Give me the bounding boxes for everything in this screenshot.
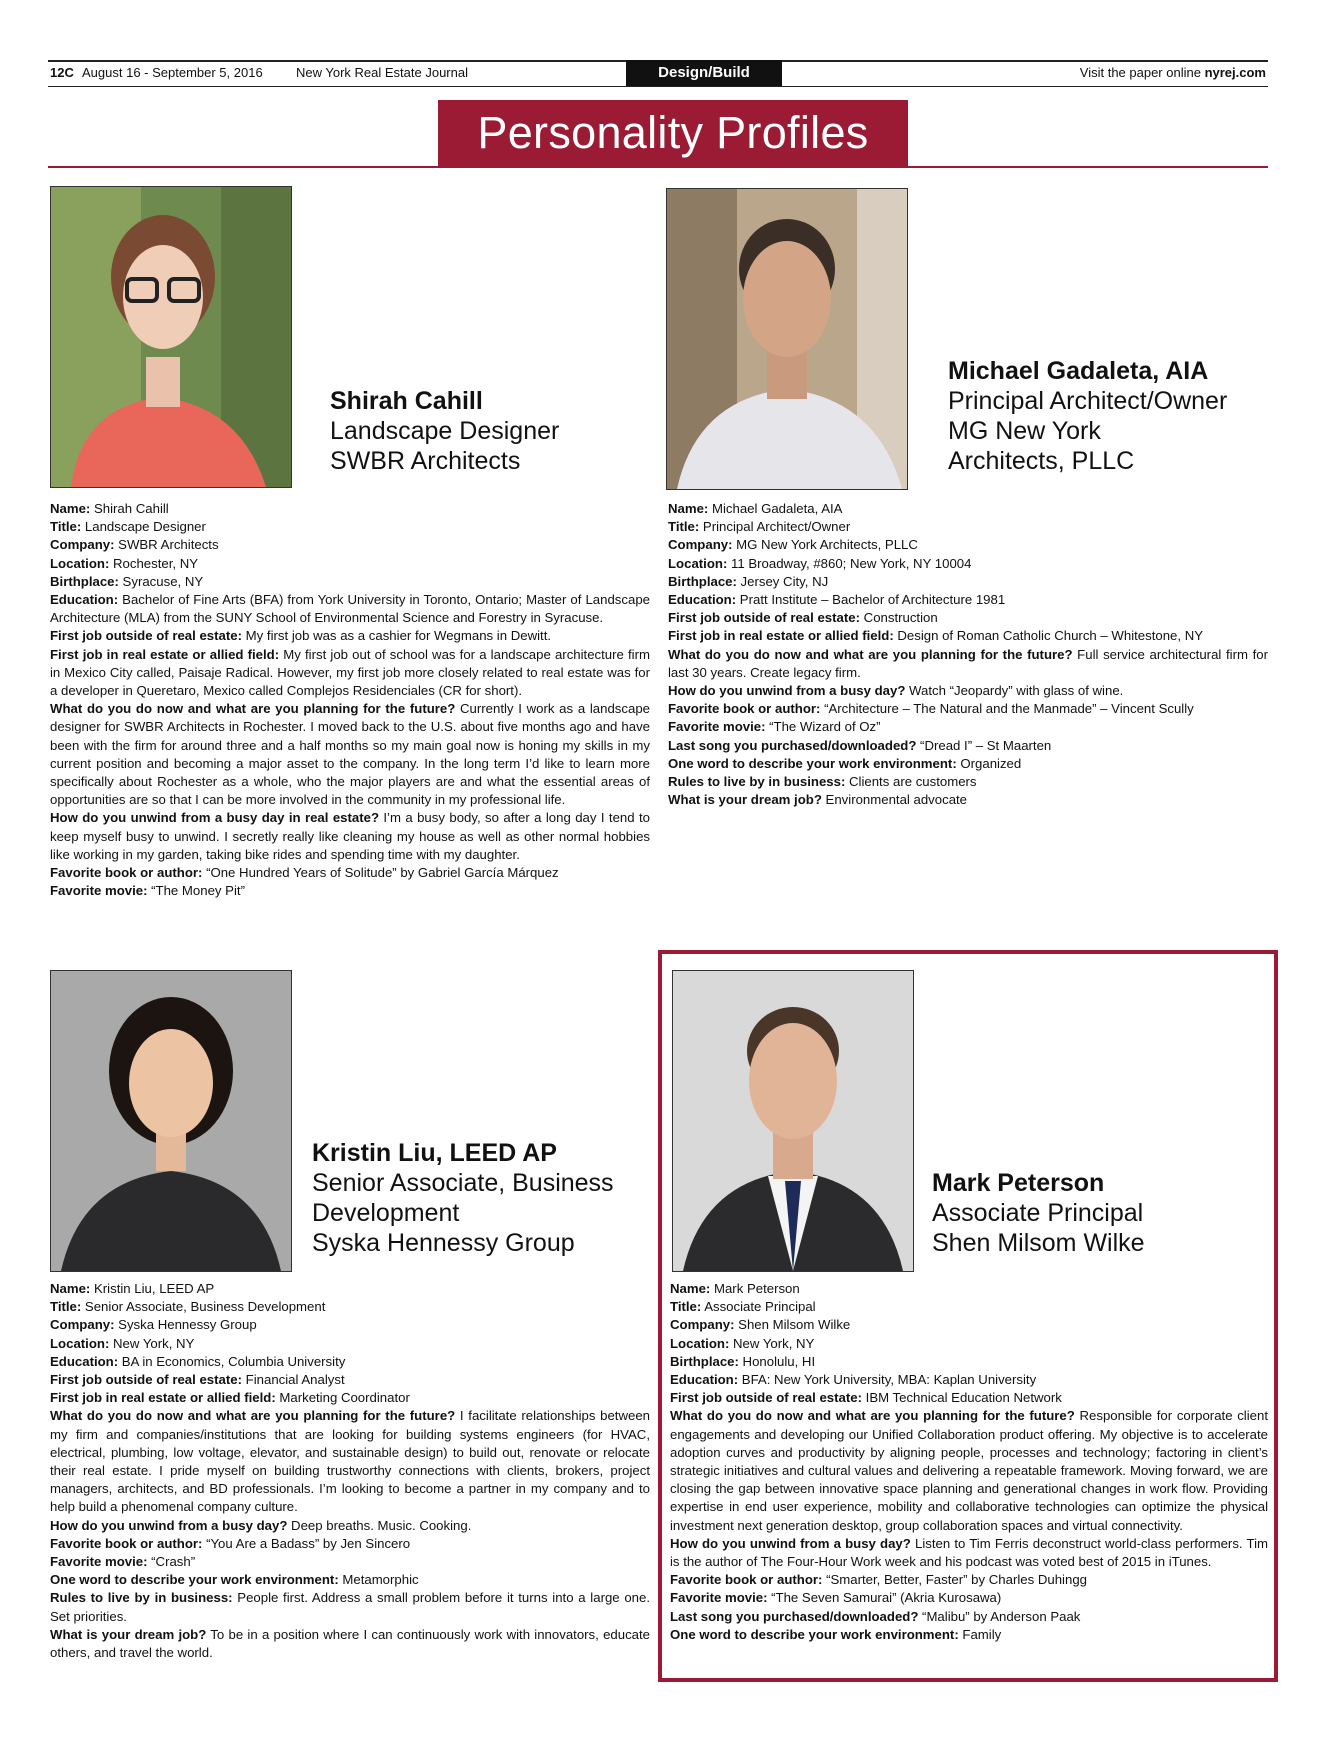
field-value: Listen to Tim Ferris deconstruct world-class performers. Tim is the author of The Four-Hour Work week and his podcast was voted best of 2015 in iTunes.	[670, 1535, 1268, 1570]
visit-online[interactable]	[1080, 65, 1266, 81]
field-value: Associate Principal	[701, 1299, 816, 1315]
bio-field	[668, 573, 1268, 591]
field-label: First job outside of real estate:	[668, 610, 860, 626]
field-label: Birthplace:	[668, 573, 737, 589]
field-value: Construction	[860, 610, 938, 626]
field-label: Company:	[50, 537, 115, 553]
profile-title: Associate Principal	[932, 1199, 1144, 1227]
bio-field	[670, 1535, 1268, 1571]
field-value: Shirah Cahill	[90, 501, 169, 516]
field-value: Organized	[956, 755, 1022, 771]
field-value: Landscape Designer	[81, 519, 206, 535]
field-value: 11 Broadway, #860; New York, NY 10004	[727, 555, 972, 571]
field-value: BFA: New York University, MBA: Kaplan University	[738, 1372, 1037, 1388]
field-label: Title:	[670, 1299, 702, 1315]
field-value: New York, NY	[729, 1335, 815, 1351]
bio-field	[670, 1298, 1268, 1316]
bio-shirah-cahill	[50, 500, 650, 900]
field-label: How do you unwind from a busy day?	[668, 683, 906, 699]
field-label: One word to describe your work environment:	[50, 1572, 339, 1588]
bio-field	[50, 1407, 650, 1516]
field-label: What do you do now and what are you planning for the future?	[50, 1408, 456, 1424]
field-value: “The Wizard of Oz”	[765, 719, 881, 735]
field-value: BA in Economics, Columbia University	[118, 1353, 346, 1369]
bio-kristin-liu	[50, 1280, 650, 1662]
field-value: “Malibu” by Anderson Paak	[918, 1608, 1081, 1624]
field-label: Company:	[670, 1317, 735, 1333]
field-label: Name:	[50, 501, 91, 516]
bio-field	[50, 809, 650, 864]
site-link[interactable]: nyrej.com	[1204, 65, 1266, 80]
bio-field	[50, 1335, 650, 1353]
field-label: Favorite book or author:	[50, 1535, 203, 1551]
profile-company: MG New York	[948, 417, 1101, 445]
field-value: Kristin Liu, LEED AP	[90, 1281, 215, 1296]
field-value: “The Seven Samurai” (Akria Kurosawa)	[767, 1590, 1002, 1606]
publication-name: New York Real Estate Journal	[296, 65, 468, 80]
field-value: I facilitate relationships between my firm and companies/institutions that are looking for building systems engineers (for HVAC, electrical, plumbing, low voltage, elevator, and sustainable design) to build out, renovate or relocate their real estate. I pride myself on building trustworthy connections with clients, brokers, project managers, architects, and BD professionals. I’m looking to become a partner in my company and to help build a phenomenal company culture.	[50, 1408, 650, 1515]
field-value: Clients are customers	[845, 774, 977, 790]
photo-mark-peterson	[672, 970, 914, 1272]
profile-name: Michael Gadaleta, AIA	[948, 357, 1209, 385]
bio-field	[670, 1353, 1268, 1371]
field-value: Honolulu, HI	[738, 1353, 816, 1369]
page-header	[48, 60, 1268, 87]
headline-shirah-cahill	[330, 386, 559, 476]
field-value: “The Money Pit”	[147, 883, 245, 899]
photo-michael-gadaleta	[666, 188, 908, 490]
field-label: How do you unwind from a busy day in real estate?	[50, 810, 379, 826]
field-label: Last song you purchased/downloaded?	[670, 1608, 919, 1624]
profile-name: Shirah Cahill	[330, 387, 483, 415]
field-value: Mark Peterson	[710, 1281, 800, 1296]
bio-field	[668, 755, 1268, 773]
bio-field	[668, 682, 1268, 700]
field-label: How do you unwind from a busy day?	[670, 1535, 911, 1551]
bio-field	[670, 1335, 1268, 1353]
section-tab: Design/Build	[626, 60, 782, 86]
bio-field	[668, 500, 1268, 518]
bio-field	[50, 591, 650, 627]
field-value: Shen Milsom Wilke	[734, 1317, 851, 1333]
profile-company: Syska Hennessy Group	[312, 1229, 575, 1257]
bio-field	[50, 1280, 650, 1298]
bio-field	[50, 1517, 650, 1535]
field-label: Name:	[670, 1281, 711, 1296]
field-value: Watch “Jeopardy” with glass of wine.	[905, 683, 1124, 699]
bio-field	[668, 718, 1268, 736]
field-value: IBM Technical Education Network	[862, 1390, 1062, 1406]
bio-field	[668, 609, 1268, 627]
field-label: First job outside of real estate:	[50, 628, 242, 644]
field-value: Responsible for corporate client engagements and developing our Unified Collaboration product offering. My objective is to accelerate adoption curves and productivity by aligning people, processes and technology; factoring in client’s strategic initiatives and cultural values and delivering a repeatable framework. Moving forward, we are closing the gap between innovative space planning and generational changes in work flow. Providing expertise in end user experience, mobility and collaborative technologies can optimize the physical investment next generation desktop, group collaboration spaces and virtual connectivity.	[670, 1408, 1268, 1533]
bio-field	[50, 646, 650, 701]
headline-kristin-liu	[312, 1138, 614, 1258]
bio-field	[50, 1553, 650, 1571]
field-value: Metamorphic	[338, 1572, 419, 1588]
field-value: MG New York Architects, PLLC	[732, 537, 918, 553]
field-label: Location:	[50, 1335, 110, 1351]
field-value: “You Are a Badass” by Jen Sincero	[202, 1535, 411, 1551]
field-label: Education:	[670, 1372, 739, 1388]
field-label: Location:	[668, 555, 728, 571]
bio-field	[50, 882, 650, 900]
profile-title: Landscape Designer	[330, 417, 560, 445]
profile-company-line2: Architects, PLLC	[948, 447, 1135, 475]
bio-field	[670, 1608, 1268, 1626]
field-value: Pratt Institute – Bachelor of Architecture 1981	[736, 592, 1006, 608]
field-label: Favorite movie:	[670, 1590, 768, 1606]
bio-field	[670, 1371, 1268, 1389]
profile-company: SWBR Architects	[330, 447, 521, 475]
bio-field	[668, 791, 1268, 809]
profile-company: Shen Milsom Wilke	[932, 1229, 1145, 1257]
bio-field	[670, 1589, 1268, 1607]
field-label: First job in real estate or allied field:	[50, 646, 280, 662]
bio-field	[670, 1626, 1268, 1644]
page-number: 12C	[50, 65, 74, 80]
photo-kristin-liu	[50, 970, 292, 1272]
field-label: Location:	[670, 1335, 730, 1351]
headline-michael-gadaleta	[948, 356, 1227, 476]
field-label: How do you unwind from a busy day?	[50, 1517, 288, 1533]
field-label: Company:	[50, 1317, 115, 1333]
field-label: Birthplace:	[670, 1353, 739, 1369]
bio-field	[670, 1316, 1268, 1334]
field-label: Title:	[50, 519, 82, 535]
field-label: Favorite movie:	[668, 719, 766, 735]
bio-field	[50, 1571, 650, 1589]
field-value: Syracuse, NY	[118, 573, 204, 589]
bio-field	[50, 1316, 650, 1334]
bio-field	[668, 737, 1268, 755]
photo-shirah-cahill	[50, 186, 292, 488]
field-label: What is your dream job?	[668, 792, 822, 808]
field-value: My first job out of school was for a landscape architecture firm in Mexico City called, Paisaje Radical. However, my first job more closely related to real estate was for a developer in Queretaro, Mexico called Complejos Residenciales (CR for short).	[50, 646, 650, 699]
bio-field	[670, 1389, 1268, 1407]
field-label: Education:	[668, 592, 737, 608]
profile-name: Kristin Liu, LEED AP	[312, 1139, 557, 1167]
field-label: Name:	[50, 1281, 91, 1296]
field-value: Principal Architect/Owner	[699, 519, 851, 535]
field-value: My first job was as a cashier for Wegmans in Dewitt.	[242, 628, 552, 644]
field-label: Birthplace:	[50, 573, 119, 589]
field-value: “Architecture – The Natural and the Manmade” – Vincent Scully	[820, 701, 1194, 717]
field-label: Education:	[50, 592, 119, 608]
field-label: Name:	[668, 501, 709, 516]
field-value: Currently I work as a landscape designer for SWBR Architects in Rochester. I moved back to the U.S. about five months ago and have been with the firm for around three and a half months so my main goal now is honing my skills in my current position and becoming a major asset to the company. In the long term I’d like to learn more specifically about Rochester as a whole, who the major players are and what the essential areas of opportunities are so that I can be more involved in the community in my professional life.	[50, 701, 650, 808]
field-value: “Dread I” – St Maarten	[916, 737, 1052, 753]
bio-field	[50, 1535, 650, 1553]
bio-field	[50, 627, 650, 645]
field-value: Michael Gadaleta, AIA	[708, 501, 843, 516]
field-label: Rules to live by in business:	[668, 774, 846, 790]
bio-field	[50, 518, 650, 536]
field-label: Location:	[50, 555, 110, 571]
field-label: Rules to live by in business:	[50, 1590, 233, 1606]
profile-title: Principal Architect/Owner	[948, 387, 1228, 415]
profile-title: Senior Associate, Business	[312, 1169, 614, 1197]
field-value: Family	[958, 1626, 1002, 1642]
issue-date: August 16 - September 5, 2016	[82, 65, 263, 80]
field-value: SWBR Architects	[114, 537, 219, 553]
field-label: Title:	[668, 519, 700, 535]
bio-field	[50, 573, 650, 591]
headline-mark-peterson	[932, 1168, 1145, 1258]
field-value: Senior Associate, Business Development	[81, 1299, 326, 1315]
bio-field	[50, 864, 650, 882]
bio-field	[668, 518, 1268, 536]
field-value: Financial Analyst	[242, 1372, 345, 1388]
field-value: “One Hundred Years of Solitude” by Gabriel García Márquez	[202, 865, 559, 881]
field-value: Deep breaths. Music. Cooking.	[287, 1517, 472, 1533]
bio-field	[668, 555, 1268, 573]
field-value: “Crash”	[147, 1554, 196, 1570]
bio-field	[668, 536, 1268, 554]
bio-field	[668, 773, 1268, 791]
field-label: Title:	[50, 1299, 82, 1315]
field-value: To be in a position where I can continuously work with innovators, educate others, and travel the world.	[50, 1626, 650, 1661]
field-label: Last song you purchased/downloaded?	[668, 737, 917, 753]
field-value: Rochester, NY	[109, 555, 199, 571]
bio-field	[50, 700, 650, 809]
bio-field	[50, 1353, 650, 1371]
bio-field	[668, 646, 1268, 682]
bio-field	[50, 536, 650, 554]
field-label: What is your dream job?	[50, 1626, 207, 1642]
bio-field	[50, 555, 650, 573]
profile-name: Mark Peterson	[932, 1169, 1105, 1197]
field-label: One word to describe your work environment:	[670, 1626, 959, 1642]
bio-field	[50, 1389, 650, 1407]
field-label: First job outside of real estate:	[670, 1390, 862, 1406]
profile-title-line2: Development	[312, 1199, 460, 1227]
bio-field	[668, 627, 1268, 645]
visit-prefix: Visit the paper online	[1079, 65, 1201, 80]
field-label: Favorite movie:	[50, 1554, 148, 1570]
field-label: Company:	[668, 537, 733, 553]
bio-field	[670, 1407, 1268, 1534]
field-label: Favorite book or author:	[670, 1572, 823, 1588]
bio-field	[670, 1280, 1268, 1298]
field-label: First job outside of real estate:	[50, 1372, 242, 1388]
bio-field	[668, 700, 1268, 718]
field-label: First job in real estate or allied field:	[668, 628, 894, 644]
banner-rule	[48, 166, 1268, 168]
bio-field	[50, 1626, 650, 1662]
field-value: People first. Address a small problem before it turns into a large one. Set priorities.	[50, 1590, 650, 1624]
bio-field	[670, 1571, 1268, 1589]
field-label: What do you do now and what are you planning for the future?	[50, 701, 456, 717]
field-value: New York, NY	[109, 1335, 195, 1351]
field-value: Bachelor of Fine Arts (BFA) from York University in Toronto, Ontario; Master of Landscape Architecture (MLA) from the SUNY School of Environmental Science and Forestry in Syracuse.	[50, 592, 650, 626]
bio-field	[50, 1371, 650, 1389]
field-value: Environmental advocate	[821, 792, 968, 808]
field-label: What do you do now and what are you planning for the future?	[670, 1408, 1075, 1424]
field-label: One word to describe your work environment:	[668, 755, 957, 771]
field-label: What do you do now and what are you planning for the future?	[668, 646, 1073, 662]
field-label: First job in real estate or allied field:	[50, 1390, 276, 1406]
bio-michael-gadaleta	[668, 500, 1268, 809]
field-value: Full service architectural firm for last 30 years. Create legacy firm.	[668, 646, 1268, 680]
field-value: Marketing Coordinator	[275, 1390, 410, 1406]
field-label: Education:	[50, 1353, 119, 1369]
field-value: Jersey City, NJ	[736, 573, 829, 589]
field-label: Favorite movie:	[50, 883, 148, 899]
bio-field	[50, 1298, 650, 1316]
field-label: Favorite book or author:	[50, 865, 203, 881]
bio-field	[50, 1589, 650, 1625]
field-value: Design of Roman Catholic Church – Whitestone, NY	[893, 628, 1204, 644]
bio-mark-peterson	[670, 1280, 1268, 1644]
field-value: I’m a busy body, so after a long day I tend to keep myself busy to unwind. I secretly really like cleaning my house as well as other normal hobbies like working in my garden, taking bike rides and spending time with my daughter.	[50, 810, 650, 862]
bio-field	[50, 500, 650, 518]
field-value: Syska Hennessy Group	[114, 1317, 257, 1333]
bio-field	[668, 591, 1268, 609]
field-label: Favorite book or author:	[668, 701, 821, 717]
field-value: “Smarter, Better, Faster” by Charles Duhingg	[822, 1572, 1087, 1588]
section-banner: Personality Profiles	[438, 100, 908, 166]
